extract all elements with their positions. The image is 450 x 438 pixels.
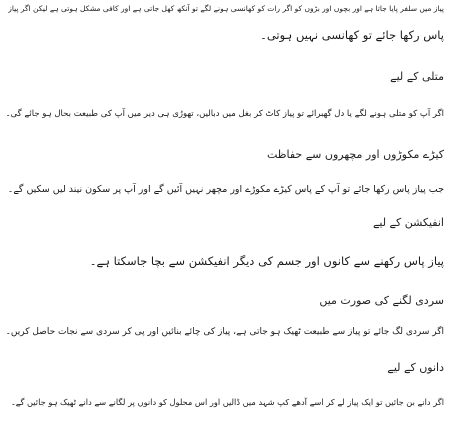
section-heading-infection: انفیکشن کے لیے — [372, 216, 444, 229]
section-body-pimples: اگر دانے بن جائیں تو ایک پیاز لے کر اسے آدھے کپ شہد میں ڈالیں اور اس محلول کو دانوں پر لگانے سے دانے ٹھیک ہو جائیں گے۔ — [10, 397, 444, 407]
section-heading-nausea: متلی کے لیے — [390, 70, 444, 83]
section-body-infection: پیاز پاس رکھنے سے کانوں اور جسم کی دیگر انفیکشن سے بچا جاسکتا ہے۔ — [89, 254, 444, 268]
section-body-insect-protection: جب پیاز پاس رکھا جائے تو آپ کے پاس کیڑے مکوڑے اور مچھر نہیں آئیں گے اور آپ پر سکون نیند لیں سکیں گے۔ — [7, 184, 444, 195]
section-heading-insect-protection: کیڑے مکوڑوں اور مچھروں سے حفاظت — [266, 148, 444, 161]
intro-line-1: پیاز میں سلفر پایا جاتا ہے اور بچوں اور بڑوں کو اگر رات کو کھانسی ہونے لگے تو آنکھ کھل جاتی ہے اور کافی مشکل ہوتی ہے لیکن اگر پیاز — [8, 4, 444, 13]
section-heading-cold: سردی لگنے کی صورت میں — [319, 294, 444, 307]
intro-line-2: پاس رکھا جائے تو کھانسی نہیں ہوتی۔ — [260, 28, 444, 42]
section-body-nausea: اگر آپ کو متلی ہونے لگے یا دل گھبرائے تو پیاز کاٹ کر بغل میں دبالیں، تھوڑی ہی دیر میں آپ کی طبیعت بحال ہو جائے گی۔ — [5, 109, 444, 119]
section-heading-pimples: دانوں کے لیے — [387, 361, 444, 374]
section-body-cold: اگر سردی لگ جائے تو پیاز سے طبیعت ٹھیک ہو جاتی ہے، پیاز کی چائے بنائیں اور پی کر سردی سے نجات حاصل کریں۔ — [5, 327, 444, 337]
